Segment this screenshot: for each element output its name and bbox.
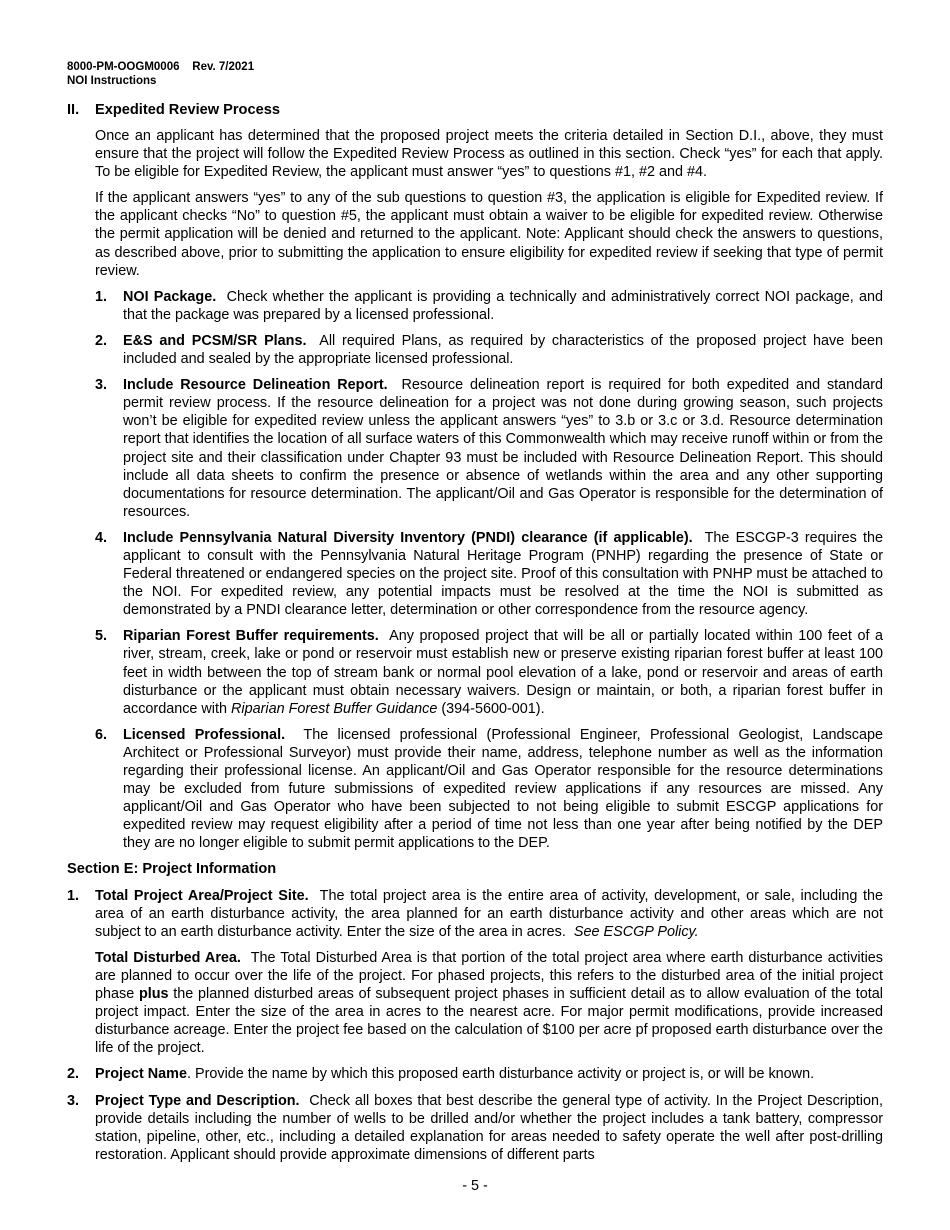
item-number: 5. <box>95 628 108 645</box>
item-title: Licensed Professional. <box>123 726 286 743</box>
item-title: Project Type and Description. <box>95 1092 300 1109</box>
list-item <box>95 627 883 717</box>
tda-bold: plus <box>138 986 169 1003</box>
item-text: . Provide the name by which this proposed earth disturbance activity or project is, or will be known. <box>186 1066 815 1083</box>
item-text: Any proposed project that will be all or partially located within 100 feet of a river, stream, creek, lake or pond or reservoir must establish new or preserve existing riparian forest buffer at least 100 feet in width between the top of stream bank or normal pool elevation of a lake, pond or reservoir and areas of earth disturbance or the applicant must obtain necessary waivers. Design or maintain, or both, a riparian forest buffer in accordance with <box>123 628 884 717</box>
list-item <box>95 332 883 368</box>
page-content <box>67 101 883 1172</box>
item-number: 1. <box>67 887 80 904</box>
item-tail: (394-5600-001). <box>441 700 545 717</box>
item-title: Project Name <box>95 1066 187 1083</box>
item-number: 1. <box>95 288 108 305</box>
section-e-heading: Section E: Project Information <box>67 861 277 878</box>
section-ii-heading <box>67 101 883 119</box>
list-item <box>67 887 883 1058</box>
item-title: Riparian Forest Buffer requirements. <box>123 628 379 645</box>
item-text: Check all boxes that best describe the general type of activity. In the Project Description, provide details including the number of wells to be drilled and/or whether the project includes a tank battery, compressor station, pipeline, other, etc., including a detailed explanation for areas needed to safety operate the well after post-drilling restoration. Applicant should provide approximate dimensions of different parts <box>95 1092 883 1163</box>
item-text: The ESCGP-3 requires the applicant to consult with the Pennsylvania Natural Heritage Program (PNHP) regarding the presence of State or Federal threatened or endangered species on the project site. Proof of this consultation with PNHP must be attached to the NOI. For expedited review, any potential impacts must be resolved at the time the NOI is submitted as demonstrated by a PNDI clearance letter, determination or other correspondence from the resource agency. <box>123 529 883 619</box>
item-number: 3. <box>67 1092 80 1109</box>
section-ii-para-1: Once an applicant has determined that the proposed project meets the criteria detailed in Section D.I., above, they must ensure that the project will follow the Expedited Review Process as outlined in this section. Check “yes” for each that apply. To be eligible for Expedited Review, the applicant must answer “yes” to questions #1, #2 and #4. <box>95 128 883 181</box>
item-title: Total Project Area/Project Site. <box>95 887 309 904</box>
item-title: Include Resource Delineation Report. <box>123 377 388 394</box>
item-number: 2. <box>67 1066 80 1083</box>
item-title: NOI Package. <box>123 288 217 305</box>
item-italic-note: See ESCGP Policy. <box>573 923 699 940</box>
revision: Rev. 7/2021 <box>192 61 255 73</box>
doc-title: NOI Instructions <box>67 75 157 87</box>
item-italic-title: Riparian Forest Buffer Guidance <box>231 700 438 717</box>
list-item <box>95 376 883 521</box>
item-text: The total project area is the entire area of activity, development, or sale, including the area of an earth disturbance activity, the area planned for an earth disturbance activity and other areas which are not subject to an earth disturbance activity. Enter the size of the area in acres. <box>95 887 883 940</box>
item-number: 3. <box>95 377 108 394</box>
list-item <box>95 726 883 853</box>
item-number: 6. <box>95 726 108 743</box>
page-number: - 5 - <box>462 1178 488 1194</box>
item-text: All required Plans, as required by characteristics of the proposed project have been included and sealed by the appropriate licensed professional. <box>123 332 884 368</box>
page-header <box>67 60 254 88</box>
list-item <box>95 529 883 619</box>
expedited-review-list <box>95 288 883 853</box>
section-ii-para-2: If the applicant answers “yes” to any of the sub questions to question #3, the application is eligible for Expedited review. If the applicant checks “No” to question #5, the applicant must obtain a waiver to be eligible for expedited review. Otherwise the permit application will be denied and returned to the applicant. Note: Applicant should check the answers to questions, as described above, prior to submitting the application to ensure eligibility for expedited review if seeking that type of permit review. <box>95 190 883 279</box>
form-id: 8000-PM-OOGM0006 <box>67 61 180 73</box>
item-number: 2. <box>95 332 108 349</box>
item-text: The licensed professional (Professional Engineer, Professional Geologist, Landscape Architect or Professional Surveyor) must provide their name, address, telephone number as well as the information regarding their professional license. An applicant/Oil and Gas Operator responsible for the resource determinations may be excluded from future submissions of expedited review applications if any resources are missed. Any applicant/Oil and Gas Operator who have been subjected to not being eligible to submit ESCGP applications for expedited review may request eligibility after a period of time not less than one year after being notified by the DEP they are no longer eligible to submit permit applications to the DEP. <box>123 726 883 852</box>
item-title: E&S and PCSM/SR Plans. <box>123 332 307 349</box>
item-title: Include Pennsylvania Natural Diversity Inventory (PNDI) clearance (if applicable). <box>123 529 693 546</box>
tda-text-1: The Total Disturbed Area is that portion of the total project area where earth disturbance activities are planned to occur over the life of the project. For phased projects, this refers to the disturbed area of the initial project phase <box>95 949 883 1003</box>
section-ii-number: II. <box>67 102 80 118</box>
form-id-line <box>67 60 254 74</box>
tda-text-2: the planned disturbed areas of subsequent project phases in sufficient detail as to allow evaluation of the total project impact. Enter the size of the area in acres to the nearest acre. For major permit modifications, provide increased disturbance acreage. Enter the project fee based on the calculation of $100 per acre pf proposed earth disturbance over the life of the project. <box>95 986 884 1057</box>
total-disturbed-area-para <box>95 949 883 1058</box>
tda-title: Total Disturbed Area. <box>95 949 241 966</box>
section-ii-intro <box>95 127 883 280</box>
list-item <box>67 1065 883 1083</box>
list-item <box>95 288 883 324</box>
section-ii-title: Expedited Review Process <box>95 102 280 118</box>
item-number: 4. <box>95 529 108 546</box>
item-text: Check whether the applicant is providing a technically and administratively correct NOI package, and that the package was prepared by a licensed professional. <box>123 288 884 323</box>
project-info-list <box>67 887 883 1164</box>
item-text: Resource delineation report is required for both expedited and standard permit review process. If the resource delineation for a project was not done during growing season, such projects won’t be eligible for expedited review unless the applicant answers “yes” to 3.b or 3.c or 3.d. Resource determination report that identifies the location of all surface waters of this Commonwealth which may receive runoff within or from the project site and their classification under Chapter 93 must be included with Resource Delineation Report. This should include all data sheets to confirm the presence or absence of wetlands within the area and any other supporting documentations for resource determination. The applicant/Oil and Gas Operator is responsible for the determination of resources. <box>123 377 883 520</box>
list-item <box>67 1092 883 1164</box>
